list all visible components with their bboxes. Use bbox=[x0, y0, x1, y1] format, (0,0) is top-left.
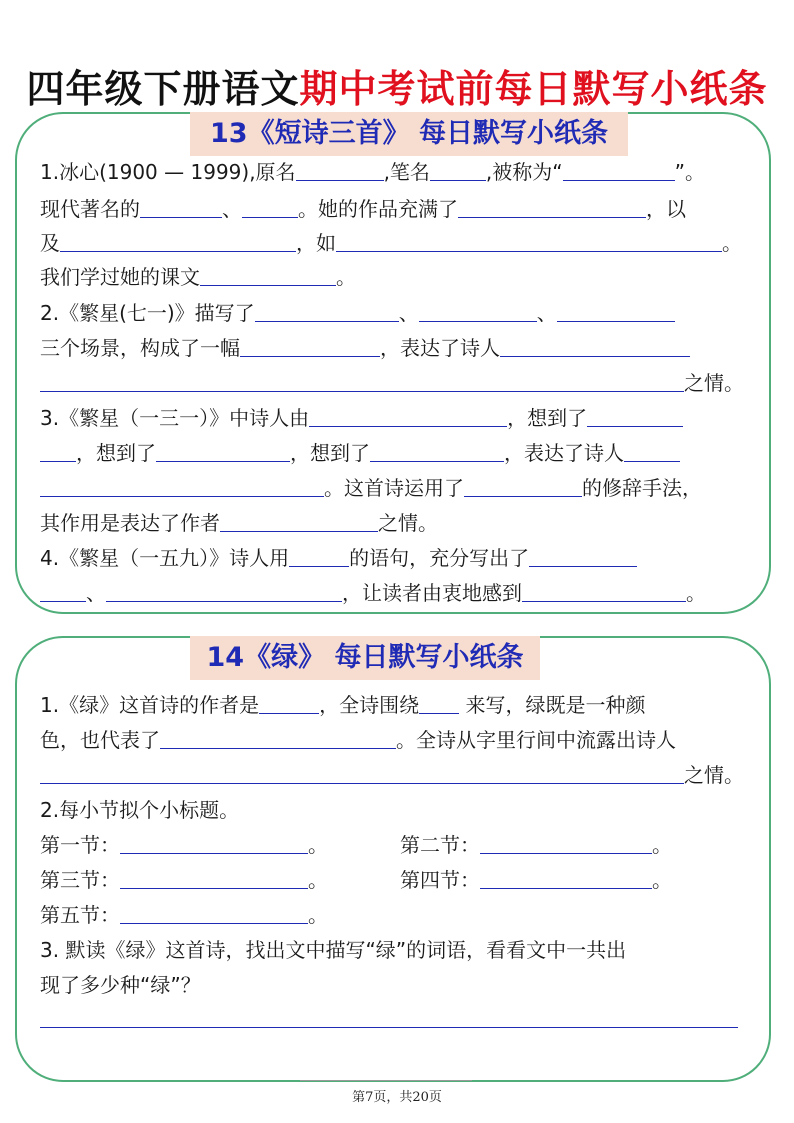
s2-line-7: 第五节： 。 bbox=[40, 903, 328, 927]
answer-line[interactable] bbox=[40, 1027, 738, 1028]
s1-line-3: 及 ，如 。 bbox=[40, 231, 742, 255]
s1-line-8: 3.《繁星（一三一）》中诗人由 ，想到了 bbox=[40, 401, 683, 435]
blank[interactable] bbox=[289, 544, 349, 567]
blank[interactable] bbox=[464, 474, 582, 497]
s2-line-6b: 第四节： 。 bbox=[400, 868, 672, 892]
blank[interactable] bbox=[40, 474, 324, 497]
s2-line-4: 2.每小节拟个小标题。 bbox=[40, 798, 240, 822]
blank[interactable] bbox=[60, 229, 296, 252]
blank[interactable] bbox=[160, 726, 396, 749]
s2-line-9: 现了多少种“绿”？ bbox=[40, 973, 201, 997]
blank[interactable] bbox=[557, 299, 675, 322]
blank[interactable] bbox=[140, 195, 222, 218]
blank[interactable] bbox=[458, 195, 646, 218]
blank[interactable] bbox=[40, 579, 86, 602]
s2-line-5b: 第二节： 。 bbox=[400, 833, 672, 857]
blank[interactable] bbox=[40, 369, 684, 392]
s2-line-1: 1.《绿》这首诗的作者是 ，全诗围绕 来写，绿既是一种颜 bbox=[40, 693, 646, 717]
blank[interactable] bbox=[587, 404, 683, 427]
s1-line-10: 。这首诗运用了 的修辞手法， bbox=[40, 471, 702, 505]
blank[interactable] bbox=[296, 158, 384, 181]
blank[interactable] bbox=[624, 439, 680, 462]
s1-line-13: 、 ，让读者由衷地感到 。 bbox=[40, 576, 706, 610]
s1-line-11: 其作用是表达了作者 之情。 bbox=[40, 511, 438, 535]
s1-line-1: 1.冰心(1900 — 1999),原名 ,笔名 ,被称为“ ”。 bbox=[40, 160, 706, 184]
blank[interactable] bbox=[156, 439, 290, 462]
blank[interactable] bbox=[240, 334, 380, 357]
s1-line-6: 三个场景，构成了一幅 ，表达了诗人 bbox=[40, 331, 690, 365]
blank[interactable] bbox=[120, 831, 308, 854]
blank[interactable] bbox=[120, 866, 308, 889]
s2-line-6: 第三节： 。 bbox=[40, 868, 328, 892]
s1-line-5: 2.《繁星(七一)》描写了 、 、 bbox=[40, 296, 675, 330]
title-black: 四年级下册语文 bbox=[26, 67, 300, 111]
s1-line-12: 4.《繁星（一五九）》诗人用 的语句，充分写出了 bbox=[40, 541, 637, 575]
title-red: 期中考试前每日默写小纸条 bbox=[299, 67, 768, 111]
blank[interactable] bbox=[430, 158, 486, 181]
s1-line-7: 之情。 bbox=[40, 366, 744, 400]
s1-line-2: 现代著名的 、 。她的作品充满了 ，以 bbox=[40, 197, 686, 221]
s2-line-5: 第一节： 。 bbox=[40, 833, 328, 857]
blank[interactable] bbox=[106, 579, 342, 602]
blank[interactable] bbox=[220, 509, 378, 532]
blank[interactable] bbox=[529, 544, 637, 567]
blank[interactable] bbox=[563, 158, 675, 181]
blank[interactable] bbox=[480, 831, 652, 854]
blank[interactable] bbox=[336, 229, 722, 252]
blank[interactable] bbox=[480, 866, 652, 889]
footer-rule bbox=[300, 1080, 472, 1081]
section2-heading: 14《绿》 每日默写小纸条 bbox=[190, 636, 540, 680]
s1-line-4: 我们学过她的课文 。 bbox=[40, 265, 356, 289]
page-number: 第7页，共20页 bbox=[352, 1090, 442, 1105]
blank[interactable] bbox=[40, 761, 684, 784]
s1-line-9: ，想到了 ，想到了 ，表达了诗人 bbox=[40, 436, 680, 470]
section1-heading: 13《短诗三首》 每日默写小纸条 bbox=[190, 112, 628, 156]
blank[interactable] bbox=[522, 579, 686, 602]
blank[interactable] bbox=[40, 439, 76, 462]
blank[interactable] bbox=[309, 404, 507, 427]
blank[interactable] bbox=[259, 691, 319, 714]
page-title bbox=[0, 58, 794, 113]
blank[interactable] bbox=[419, 299, 537, 322]
blank[interactable] bbox=[120, 901, 308, 924]
blank[interactable] bbox=[255, 299, 399, 322]
blank[interactable] bbox=[419, 691, 459, 714]
blank[interactable] bbox=[200, 263, 336, 286]
s2-line-2: 色，也代表了 。全诗从字里行间中流露出诗人 bbox=[40, 728, 676, 752]
s2-line-8: 3. 默读《绿》这首诗，找出文中描写“绿”的词语，看看文中一共出 bbox=[40, 938, 627, 962]
blank[interactable] bbox=[370, 439, 504, 462]
blank[interactable] bbox=[500, 334, 690, 357]
blank[interactable] bbox=[242, 195, 298, 218]
s2-line-3: 之情。 bbox=[40, 758, 744, 792]
